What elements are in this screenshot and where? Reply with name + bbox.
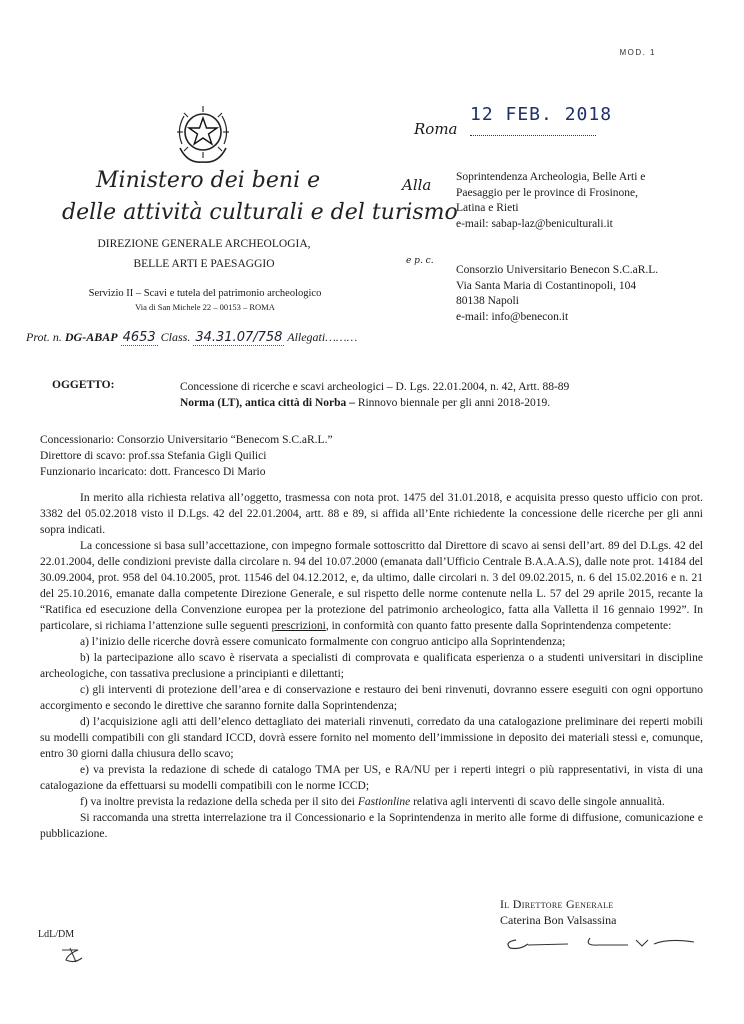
ministry-name-line2: delle attività culturali e del turismo: [62, 200, 458, 225]
epc-label: e p. c.: [406, 256, 434, 266]
oggetto-line1: Concessione di ricerche e scavi archeologici – D. Lgs. 22.01.2004, n. 42, Artt. 88-89: [180, 381, 570, 393]
cc-line1: Consorzio Universitario Benecon S.C.aR.L.: [456, 264, 659, 276]
protocol-code: DG-ABAP: [64, 330, 118, 344]
fastionline: Fastionline: [357, 796, 411, 808]
class-label: Class.: [160, 330, 191, 344]
item-a: a) l’inizio delle ricerche dovrà essere comunicato formalmente con congruo anticipo alla Soprintendenza;: [80, 636, 566, 648]
concessionario: Concessionario: Consorzio Universitario “Benecom S.C.aR.L.”: [40, 434, 333, 446]
oggetto-location: Norma (LT), antica città di Norba –: [180, 397, 355, 409]
paragraph-2-end: , in conformità con quanto fatto presente dalla Soprintendenza competente:: [325, 620, 672, 632]
direzione-line1: DIREZIONE GENERALE ARCHEOLOGIA,: [97, 238, 311, 250]
closing-paragraph: Si raccomanda una stretta interrelazione tra il Concessionario e la Soprintendenza in merito alle forme di diffusione, comunicazione e pubblicazione.: [40, 812, 703, 840]
item-e: e) va prevista la redazione di schede di catalogo TMA per US, e RA/NU per i reperti integri o più rappresentativi, in vista di una catalogazione da effettuarsi su modelli compatibili con le norme ICCD;: [40, 764, 703, 792]
meta-block: [40, 432, 333, 480]
recipient-line3: Latina e Rieti: [456, 202, 519, 214]
servizio: Servizio II – Scavi e tutela del patrimonio archeologico: [88, 288, 322, 299]
cc-line2: Via Santa Maria di Costantinopoli, 104: [456, 279, 637, 292]
protocol-number: 4653: [122, 330, 156, 345]
recipient-block: [456, 170, 645, 232]
handwritten-signature-icon: [498, 930, 698, 952]
oggetto-renewal: Rinnovo biennale per gli anni 2018-2019.: [354, 397, 551, 409]
direzione-line2: BELLE ARTI E PAESAGGIO: [133, 258, 275, 270]
place-label: Roma: [414, 120, 458, 138]
oggetto-line2: [180, 395, 660, 411]
paragraph-2-text: La concessione si basa sull’accettazione, con impegno formale sottoscritto dal Direttore di scavo ai sensi dell’art. 89 del D.Lgs. 42 del 22.01.2004, delle condizioni previste dalla circolare n. 94 del 10.07.2000 (emanata dall’Ufficio Centrale B.A.A.A.S), dalle note prot. 14184 del 30.09.2004, prot. 958 del 04.10.2005, prot. 11546 del 04.12.2012, e, da ultimo, dalle circolari n. 3 del 09.02.2015, n. 6 del 15.02.2016 e n. 21 del 25.10.2016, emanate dalla competente Direzione Generale, e sul rispetto delle norme contenute nella L. 57 del 29 aprile 2015, recante la “Ratifica ed esecuzione della Convenzione europea per la protezione del patrimonio archeologico, fatta alla Valletta il 16 gennaio 1992”. In particolare, si richiama l’attenzione sulle seguenti: [40, 540, 703, 632]
cc-line3: 80138 Napoli: [456, 295, 519, 307]
item-f-text: f) va inoltre prevista la redazione della scheda per il sito dei: [80, 796, 358, 808]
item-f: [40, 794, 703, 810]
oggetto-text: [180, 379, 660, 411]
allegati-label: Allegati………: [287, 330, 358, 344]
letter-body: [40, 490, 703, 842]
oggetto-label: OGGETTO:: [52, 379, 115, 391]
paragraph-2: [40, 538, 703, 634]
cc-email: e-mail: info@benecon.it: [456, 310, 569, 323]
form-code: MOD. 1: [619, 48, 656, 57]
signatory-title: Il Direttore Generale: [500, 897, 614, 911]
signature-block: [500, 896, 616, 928]
class-value: 34.31.07/758: [195, 330, 283, 345]
paragraph-1: In merito alla richiesta relativa all’oggetto, trasmessa con nota prot. 1475 del 31.01.2018, e acquisita presso questo ufficio con prot. 3382 del 05.02.2018 visto il D.Lgs. 42 del 22.01.2004, artt. 88 e 89, si affida all’Ente richiedente la concessione delle ricerche per gli anni sopra indicati.: [40, 492, 703, 536]
signatory-name: Caterina Bon Valsassina: [500, 913, 617, 927]
protocol-line: [26, 330, 357, 345]
item-c: c) gli interventi di protezione dell’area e di conservazione e restauro dei beni rinvenuti, dovranno essere eseguiti con ogni opportuno accorgimento e secondo le direttive che saranno fornite dalla Soprintendenza;: [40, 684, 703, 712]
alla-label: Alla: [402, 176, 432, 194]
direttore-scavo: Direttore di scavo: prof.ssa Stefania Gigli Quilici: [40, 450, 267, 462]
recipient-line2: Paesaggio per le province di Frosinone,: [456, 186, 639, 199]
cc-block: [456, 263, 658, 325]
recipient-line1: Soprintendenza Archeologia, Belle Arti e: [456, 171, 646, 183]
funzionario: Funzionario incaricato: dott. Francesco Di Mario: [40, 466, 266, 478]
prescrizioni-link-text: prescrizioni: [271, 620, 326, 632]
protocol-prefix: Prot. n.: [26, 330, 62, 344]
handwritten-initials-icon: [58, 944, 86, 966]
republic-emblem-icon: [168, 98, 238, 168]
item-f-end: relativa agli interventi di scavo delle singole annualità.: [410, 796, 665, 808]
date-stamp: 12 FEB. 2018: [470, 104, 613, 125]
recipient-email: e-mail: sabap-laz@beniculturali.it: [456, 217, 613, 230]
servizio-address: Via di San Michele 22 – 00153 – ROMA: [135, 302, 275, 312]
item-b: b) la partecipazione allo scavo è riservata a specialisti di comprovata e qualificata esperienza o a studenti universitari in discipline archeologiche, con tassativa preclusione a principianti e dilettanti;: [40, 652, 703, 680]
drafter-initials: LdL/DM: [38, 929, 75, 940]
ministry-name-line1: Ministero dei beni e: [96, 168, 321, 193]
item-d: d) l’acquisizione agli atti dell’elenco dettagliato dei materiali rinvenuti, corredato da una catalogazione preliminare dei reperti mobili su modelli compatibili con gli standard ICCD, dovrà essere fornito nel momento dell’immissione in deposito dei materiali stessi e, comunque, entro 30 giorni dalla chiusura dello scavo;: [40, 716, 703, 760]
